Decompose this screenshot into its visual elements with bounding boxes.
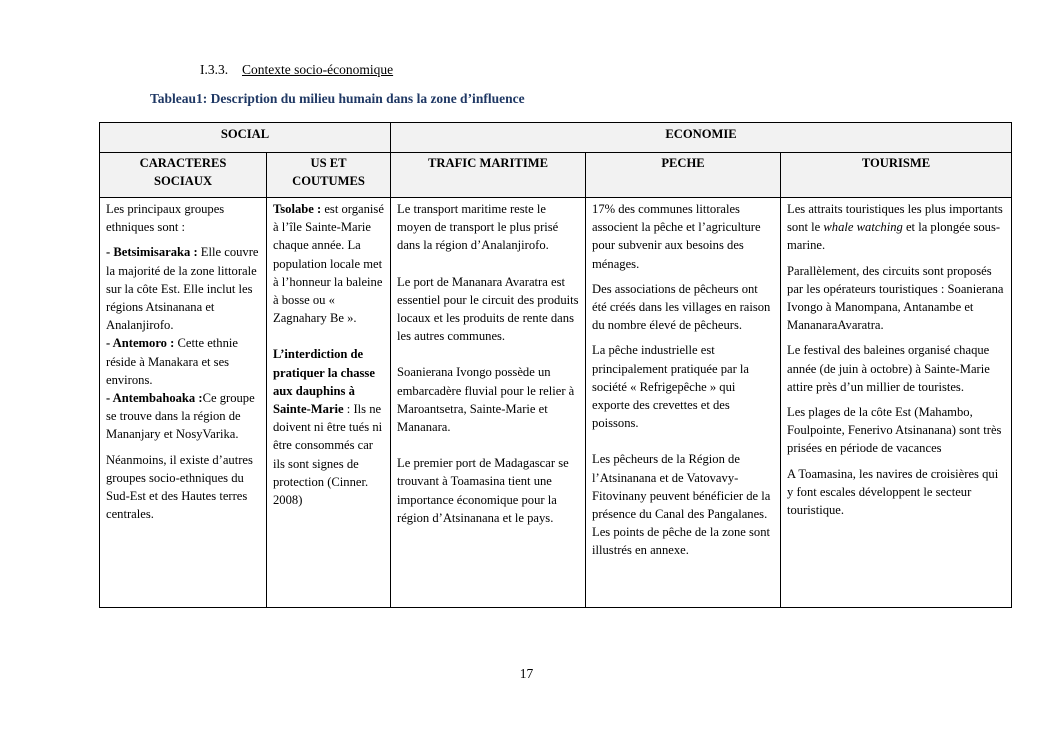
cell-tourisme (781, 198, 1012, 608)
antemoro-text: Cette ethnie réside à Manakara et ses environs. (106, 336, 238, 387)
column-header-caracteres-sociaux (100, 153, 267, 198)
section-number: I.3.3. (200, 62, 229, 77)
column-header-peche: PECHE (586, 153, 781, 198)
peche-paragraph-2: Des associations de pêcheurs ont été créés dans les villages en raison du nombre élevé de pêcheurs. (592, 281, 771, 333)
peche-paragraph-3: La pêche industrielle est principalement pratiquée par la société « Refrigepêche » qui exporte des crevettes et des poissons. (592, 343, 750, 431)
trafic-paragraph-1: Le transport maritime reste le moyen de transport le plus prisé dans la région d’Analanjirofo. (397, 202, 559, 253)
antembahoaka-text: Ce groupe se trouve dans la région de Mananjary et NosyVarika. (106, 391, 255, 442)
tourisme-paragraph-1 (787, 200, 1005, 255)
tourisme-paragraph-3: Le festival des baleines organisé chaque année (de juin à octobre) à Sainte-Marie attire près d’un millier de touristes. (787, 343, 990, 394)
us-tsolabe (273, 200, 384, 327)
peche-paragraph-4: Les pêcheurs de la Région de l’Atsinanana et de Vatovavy-Fitovinany peuvent bénéficier de la présence du Canal des Pangalanes. Les points de pêche de la zone sont illustrés en annexe. (592, 452, 771, 558)
milieu-humain-table (99, 122, 1012, 608)
tsolabe-name: Tsolabe : (273, 202, 322, 216)
trafic-paragraph-4: Le premier port de Madagascar se trouvant à Toamasina tient une importance économique pour la région d’Atsinanana et le pays. (397, 456, 569, 525)
tsolabe-text: est organisé à l’île Sainte-Marie chaque année. La population locale met à l’honneur la baleine à bosse ou « Zagnahary Be ». (273, 202, 384, 326)
tourisme-paragraph-5: A Toamasina, les navires de croisières qui y font escales développent le secteur touristique. (787, 466, 999, 518)
column-header-caracteres-line1: CARACTERES (139, 156, 227, 170)
column-header-caracteres-line2: SOCIAUX (153, 174, 213, 189)
column-header-us-line1: US ET (310, 156, 347, 170)
trafic-paragraph-2: Le port de Mananara Avaratra est essentiel pour le circuit des produits locaux et les produits de rente dans les autres communes. (397, 274, 579, 344)
table-caption: Tableau1: Description du milieu humain dans la zone d’influence (150, 91, 525, 106)
tourisme-p1-end: et la plongée sous-marine. (787, 220, 1001, 253)
group-header-row (100, 123, 1012, 153)
interdiction-text: : Ils ne doivent ni être tués ni être consommés car ils sont signes de protection (Cinner. 2008) (273, 402, 383, 508)
group-header-economie: ECONOMIE (391, 123, 1012, 153)
column-header-tourisme: TOURISME (781, 153, 1012, 198)
column-header-trafic-maritime: TRAFIC MARITIME (391, 153, 586, 198)
column-header-us-et-coutumes (267, 153, 391, 198)
column-header-us-line2: COUTUMES (292, 174, 365, 189)
caracteres-antemoro (106, 334, 260, 389)
interdiction-bold: L’interdiction de pratiquer la chasse aux dauphins à Sainte-Marie (273, 347, 375, 417)
section-title: Contexte socio-économique (242, 62, 394, 77)
tourisme-p1-emphasis: whale watching (823, 220, 903, 235)
caracteres-antembahoaka (106, 389, 260, 444)
caracteres-intro: Les principaux groupes ethniques sont : (106, 202, 225, 235)
caracteres-betsimisaraka (106, 243, 260, 334)
cell-peche (586, 198, 781, 608)
tourisme-paragraph-2: Parallèlement, des circuits sont proposés par les opérateurs touristiques : Soanierana Ivongo à Manompana, Antanambe et MananaraAvaratra. (787, 263, 1004, 333)
antemoro-name: - Antemoro : (106, 336, 175, 351)
antembahoaka-name: - Antembahoaka : (106, 391, 203, 406)
caracteres-outro: Néanmoins, il existe d’autres groupes socio-ethniques du Sud-Est et des Hautes terres centrales. (106, 452, 253, 522)
cell-us-et-coutumes (267, 198, 391, 608)
cell-caracteres-sociaux (100, 198, 267, 608)
page-number: 17 (519, 666, 534, 681)
peche-paragraph-1: 17% des communes littorales associent la pêche et l’agriculture pour subvenir aux besoins des ménages. (592, 202, 761, 271)
section-heading (200, 62, 393, 78)
betsimisaraka-name: - Betsimisaraka : (106, 245, 198, 260)
us-interdiction (273, 345, 384, 509)
group-header-social: SOCIAL (100, 123, 391, 153)
betsimisaraka-text: Elle couvre la majorité de la zone littorale sur la côte Est. Elle inclut les régions Atsinanana et Analanjirofo. (106, 245, 259, 333)
column-header-row (100, 153, 1012, 198)
tourisme-paragraph-4: Les plages de la côte Est (Mahambo, Foulpointe, Fenerivo Atsinanana) sont très prisées en période de vacances (787, 405, 1002, 456)
cell-trafic-maritime (391, 198, 586, 608)
tourisme-p1-start: Les attraits touristiques les plus importants sont le (787, 202, 1003, 235)
table-body-row (100, 198, 1012, 608)
trafic-paragraph-3: Soanierana Ivongo possède un embarcadère fluvial pour le relier à Maroantsetra, Sainte-Marie et Mananara. (397, 365, 575, 435)
